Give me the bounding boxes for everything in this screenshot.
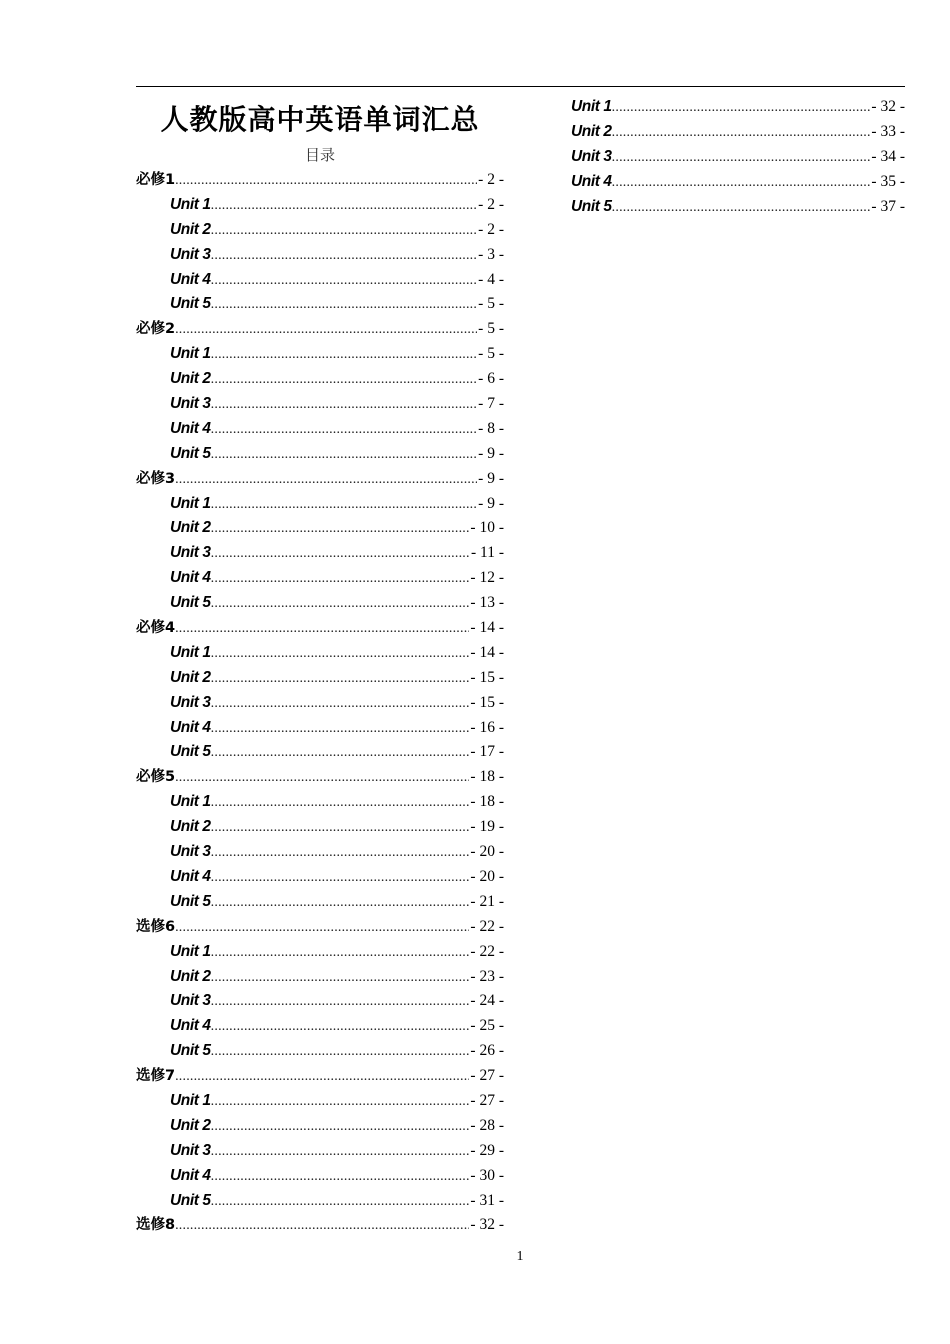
toc-entry-label: Unit 2 (170, 1116, 211, 1134)
toc-entry-label: Unit 4 (170, 419, 211, 437)
toc-dot-leader (211, 343, 478, 367)
toc-entry-page: - 13 - (470, 594, 504, 612)
toc-dot-leader (211, 1015, 470, 1039)
toc-entry-unit[interactable] (136, 193, 504, 218)
toc-entry-unit[interactable] (136, 292, 504, 317)
toc-entry-book[interactable] (136, 317, 504, 342)
toc-entry-page: - 34 - (871, 147, 905, 165)
toc-dot-leader (211, 418, 478, 442)
toc-entry-page: - 32 - (470, 1216, 504, 1234)
toc-dot-leader (211, 990, 470, 1014)
toc-dot-leader (211, 891, 470, 915)
toc-entry-label: Unit 2 (170, 519, 211, 537)
toc-entry-page: - 5 - (478, 345, 504, 363)
toc-entry-unit[interactable] (136, 417, 504, 442)
toc-entry-unit[interactable] (136, 1164, 504, 1189)
toc-entry-page: - 16 - (470, 718, 504, 736)
toc-dot-leader (211, 517, 470, 541)
toc-entry-page: - 9 - (478, 469, 504, 487)
toc-entry-unit[interactable] (136, 940, 504, 965)
toc-entry-page: - 18 - (470, 793, 504, 811)
toc-entry-page: - 9 - (478, 494, 504, 512)
toc-entry-page: - 2 - (478, 195, 504, 213)
toc-entry-book[interactable] (136, 467, 504, 492)
toc-entry-page: - 19 - (470, 818, 504, 836)
toc-entry-label: Unit 1 (170, 195, 211, 213)
toc-dot-leader (211, 966, 470, 990)
toc-entry-page: - 17 - (470, 743, 504, 761)
toc-dot-leader (175, 1214, 469, 1238)
page-number: 1 (516, 1249, 524, 1264)
toc-entry-unit[interactable] (136, 740, 504, 765)
toc-entry-unit[interactable] (136, 1189, 504, 1214)
toc-dot-leader (211, 567, 470, 591)
toc-dot-leader (211, 841, 470, 865)
toc-entry-unit[interactable] (571, 120, 905, 145)
toc-entry-unit[interactable] (136, 268, 504, 293)
toc-heading: 目录 (304, 146, 335, 164)
toc-entry-unit[interactable] (136, 566, 504, 591)
toc-entry-unit[interactable] (136, 492, 504, 517)
toc-entry-unit[interactable] (136, 1014, 504, 1039)
toc-entry-label: Unit 5 (170, 295, 211, 313)
toc-entry-label: 必修2 (136, 321, 176, 338)
toc-entry-page: - 6 - (478, 370, 504, 388)
toc-entry-unit[interactable] (136, 965, 504, 990)
toc-dot-leader (211, 1140, 470, 1164)
toc-entry-unit[interactable] (136, 218, 504, 243)
toc-entry-label: Unit 1 (170, 942, 211, 960)
toc-entry-label: Unit 3 (170, 992, 211, 1010)
toc-dot-leader (211, 443, 478, 467)
toc-entry-page: - 11 - (471, 544, 504, 562)
toc-entry-label: Unit 3 (170, 395, 211, 413)
toc-entry-label: Unit 2 (170, 220, 211, 238)
toc-entry-label: Unit 3 (571, 147, 612, 165)
toc-entry-page: - 25 - (470, 1017, 504, 1035)
toc-entry-label: 必修1 (136, 172, 176, 188)
toc-dot-leader (211, 741, 470, 765)
toc-dot-leader (211, 1190, 470, 1214)
toc-entry-book[interactable] (136, 1064, 504, 1089)
toc-entry-label: 选修8 (136, 1217, 176, 1234)
toc-dot-leader (211, 1090, 470, 1114)
toc-entry-page: - 3 - (478, 245, 504, 263)
toc-entry-label: 必修3 (136, 470, 176, 487)
toc-dot-leader (211, 1165, 470, 1189)
toc-dot-leader (175, 468, 477, 492)
toc-entry-unit[interactable] (136, 392, 504, 417)
toc-dot-leader (612, 96, 871, 120)
toc-entry-label: Unit 5 (170, 1042, 211, 1060)
toc-left-column (136, 98, 504, 1238)
toc-entry-book[interactable] (136, 915, 504, 940)
toc-entry-page: - 2 - (478, 220, 504, 238)
toc-entry-page: - 7 - (478, 395, 504, 413)
toc-entry-label: Unit 5 (170, 444, 211, 462)
toc-entry-label: Unit 2 (170, 370, 211, 388)
toc-entry-page: - 35 - (871, 172, 905, 190)
toc-entry-page: - 15 - (470, 693, 504, 711)
toc-entry-page: - 23 - (470, 967, 504, 985)
toc-entry-label: Unit 4 (170, 1166, 211, 1184)
toc-dot-leader (175, 766, 469, 790)
toc-entry-unit[interactable] (571, 170, 905, 195)
toc-entry-label: Unit 5 (170, 892, 211, 910)
toc-entry-label: 必修4 (136, 620, 176, 637)
toc-dot-leader (211, 219, 478, 243)
toc-entry-unit[interactable] (571, 95, 905, 120)
toc-dot-leader (211, 717, 470, 741)
toc-entry-unit[interactable] (136, 641, 504, 666)
toc-entry-page: - 32 - (871, 98, 905, 115)
toc-entry-book[interactable] (136, 168, 504, 193)
toc-entry-unit[interactable] (136, 367, 504, 392)
toc-dot-leader (612, 146, 871, 170)
toc-dot-leader (175, 916, 469, 940)
toc-entry-label: Unit 4 (170, 569, 211, 587)
toc-entry-unit[interactable] (136, 243, 504, 268)
toc-dot-leader (211, 244, 478, 268)
toc-dot-leader (211, 692, 470, 716)
toc-dot-leader (612, 121, 871, 145)
toc-entry-label: 选修7 (136, 1068, 176, 1085)
toc-entry-label: Unit 3 (170, 544, 211, 562)
toc-entry-label: Unit 3 (170, 843, 211, 861)
toc-dot-leader (211, 592, 470, 616)
toc-dot-leader (211, 194, 478, 218)
toc-dot-leader (211, 1115, 470, 1139)
document-title: 人教版高中英语单词汇总 (160, 103, 480, 136)
toc-dot-leader (211, 1040, 470, 1064)
toc-entry-unit[interactable] (136, 666, 504, 691)
toc-entry-unit[interactable] (136, 342, 504, 367)
toc-entry-book[interactable] (136, 616, 504, 641)
toc-entry-unit[interactable] (136, 716, 504, 741)
toc-entry-label: Unit 4 (170, 718, 211, 736)
toc-entry-page: - 30 - (470, 1166, 504, 1184)
toc-entry-label: 必修5 (136, 769, 176, 786)
toc-entry-unit[interactable] (136, 691, 504, 716)
toc-entry-page: - 27 - (470, 1091, 504, 1109)
toc-dot-leader (612, 196, 871, 220)
toc-dot-leader (175, 318, 477, 342)
toc-dot-leader (612, 171, 871, 195)
toc-entry-page: - 15 - (470, 668, 504, 686)
toc-entry-label: Unit 1 (170, 494, 211, 512)
toc-entry-unit[interactable] (571, 195, 905, 220)
toc-dot-leader (211, 791, 470, 815)
toc-entry-unit[interactable] (136, 1089, 504, 1114)
toc-entry-label: Unit 5 (571, 197, 612, 215)
toc-entry-page: - 5 - (478, 295, 504, 313)
toc-dot-leader (211, 493, 478, 517)
toc-right-column (571, 95, 905, 219)
toc-entry-label: Unit 5 (170, 743, 211, 761)
toc-entry-page: - 31 - (470, 1191, 504, 1209)
toc-entry-page: - 8 - (478, 419, 504, 437)
toc-entry-unit[interactable] (136, 815, 504, 840)
toc-entry-page: - 2 - (478, 171, 504, 188)
toc-dot-leader (211, 393, 478, 417)
toc-dot-leader (175, 617, 469, 641)
toc-entry-label: Unit 3 (170, 245, 211, 263)
toc-entry-label: Unit 3 (170, 1141, 211, 1159)
header-rule (136, 86, 905, 87)
toc-entry-book[interactable] (136, 1213, 504, 1238)
toc-entry-label: Unit 1 (170, 345, 211, 363)
toc-entry-label: Unit 1 (571, 98, 612, 115)
toc-entry-label: Unit 1 (170, 793, 211, 811)
toc-entry-page: - 10 - (470, 519, 504, 537)
toc-entry-page: - 18 - (470, 768, 504, 786)
toc-entry-label: Unit 2 (571, 122, 612, 140)
toc-entry-unit[interactable] (136, 890, 504, 915)
toc-entry-page: - 20 - (470, 843, 504, 861)
toc-entry-label: Unit 4 (170, 867, 211, 885)
toc-dot-leader (211, 269, 478, 293)
toc-entry-page: - 28 - (470, 1116, 504, 1134)
toc-entry-unit[interactable] (136, 442, 504, 467)
toc-entry-page: - 12 - (470, 569, 504, 587)
toc-dot-leader (211, 542, 470, 566)
toc-entry-page: - 22 - (470, 917, 504, 935)
toc-entry-label: 选修6 (136, 918, 176, 935)
toc-entry-page: - 9 - (478, 444, 504, 462)
toc-entry-unit[interactable] (136, 865, 504, 890)
toc-entry-label: Unit 1 (170, 643, 211, 661)
toc-entry-unit[interactable] (136, 790, 504, 815)
toc-list-left (136, 168, 504, 1238)
toc-entry-page: - 33 - (871, 122, 905, 140)
toc-dot-leader (211, 368, 478, 392)
toc-entry-unit[interactable] (136, 1139, 504, 1164)
toc-entry-label: Unit 3 (170, 693, 211, 711)
toc-dot-leader (175, 169, 477, 193)
toc-entry-page: - 5 - (478, 320, 504, 338)
toc-entry-label: Unit 5 (170, 1191, 211, 1209)
toc-entry-label: Unit 1 (170, 1091, 211, 1109)
toc-entry-unit[interactable] (136, 516, 504, 541)
toc-entry-label: Unit 2 (170, 967, 211, 985)
toc-entry-label: Unit 4 (170, 270, 211, 288)
toc-entry-label: Unit 2 (170, 818, 211, 836)
toc-dot-leader (175, 1065, 469, 1089)
toc-entry-unit[interactable] (136, 541, 504, 566)
toc-entry-page: - 27 - (470, 1067, 504, 1085)
toc-entry-page: - 14 - (470, 619, 504, 637)
toc-entry-page: - 20 - (470, 867, 504, 885)
toc-entry-label: Unit 4 (170, 1017, 211, 1035)
toc-dot-leader (211, 866, 470, 890)
toc-entry-unit[interactable] (136, 1114, 504, 1139)
toc-dot-leader (211, 667, 470, 691)
toc-entry-unit[interactable] (136, 591, 504, 616)
toc-entry-page: - 24 - (470, 992, 504, 1010)
toc-dot-leader (211, 642, 470, 666)
toc-entry-unit[interactable] (571, 145, 905, 170)
toc-list-right (571, 95, 905, 219)
toc-entry-page: - 21 - (470, 892, 504, 910)
toc-entry-label: Unit 4 (571, 172, 612, 190)
toc-entry-page: - 29 - (470, 1141, 504, 1159)
toc-entry-unit[interactable] (136, 1039, 504, 1064)
toc-dot-leader (211, 293, 478, 317)
toc-entry-page: - 14 - (470, 643, 504, 661)
toc-entry-page: - 4 - (478, 270, 504, 288)
toc-entry-label: Unit 2 (170, 668, 211, 686)
toc-dot-leader (211, 816, 470, 840)
toc-entry-label: Unit 5 (170, 594, 211, 612)
toc-entry-page: - 22 - (470, 942, 504, 960)
toc-entry-page: - 26 - (470, 1042, 504, 1060)
toc-dot-leader (211, 941, 470, 965)
toc-entry-unit[interactable] (136, 840, 504, 865)
toc-entry-book[interactable] (136, 765, 504, 790)
toc-entry-page: - 37 - (871, 197, 905, 215)
toc-entry-unit[interactable] (136, 989, 504, 1014)
